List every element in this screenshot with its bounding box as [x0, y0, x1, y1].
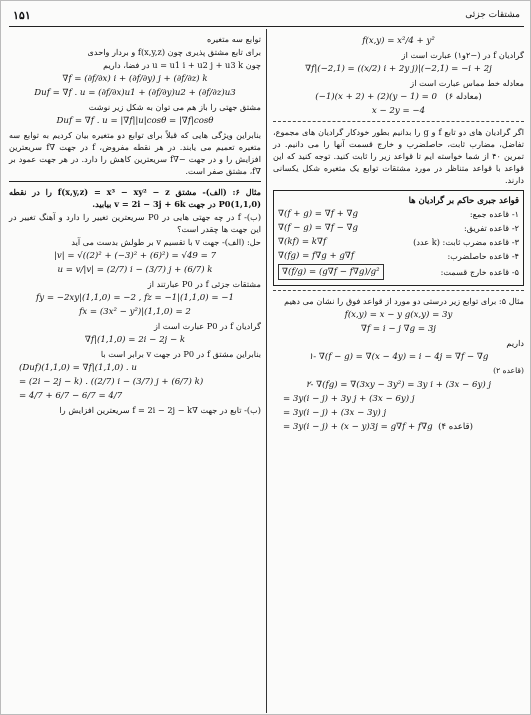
paragraph: معادله خط مماس عبارت است از — [410, 78, 524, 88]
paragraph: گرادیان f در (−۲و۱) عبارت است از — [401, 50, 524, 60]
paragraph: مشتق جهتی را باز هم می توان به شکل زیر نوشت — [88, 102, 261, 112]
paragraph: بنابراین مشتق f در P0 در جهت v برابر است با — [100, 349, 261, 359]
equation: x − 2y = −4 — [371, 106, 426, 116]
rule-row: ۲- قاعده تفریق: ∇(f − g) = ∇f − ∇g — [278, 223, 519, 233]
rule-row: ۱- قاعده جمع: ∇(f + g) = ∇f + ∇g — [278, 209, 519, 219]
paragraph: گرادیان f در P0 عبارت است از — [153, 321, 261, 331]
section-rule — [273, 290, 524, 291]
equation-gradient: ∇f = (∂f/∂x) i + (∂f/∂y) j + (∂f/∂z) k — [62, 74, 208, 84]
rule-tag: (قاعده ۲) — [493, 366, 524, 375]
equation-gradient-at-point: ∇f|(−2,1) = ((x/2) i + 2y j)|(−2,1) = −i + 2j — [305, 64, 492, 74]
gradient-rules-box — [273, 190, 524, 286]
equation: |v| = √((2)² + (−3)² + (6)²) = √49 = 7 — [53, 251, 217, 261]
heading-three-var: توابع سه متغیره — [207, 34, 261, 44]
paragraph: برای تابع مشتق پذیری چون f(x,y,z) و بردار واحدی — [87, 47, 261, 57]
equation: u = v/|v| = (2/7) i − (3/7) j + (6/7) k — [57, 265, 213, 275]
equation: fy = −2xy|(1,1,0) = −2 , fz = −1|(1,1,0) = −1 — [36, 293, 234, 303]
paragraph: (ب)- تابع در جهت ∇f = 2i − 2j − k سریعترین افزایش را — [59, 405, 261, 415]
header-rule — [9, 26, 524, 27]
paragraph: مشتقات جزئی f در P0 عبارتند از — [147, 279, 261, 289]
column-divider — [266, 29, 267, 713]
rule-row: ۴- قاعده حاصلضرب: ∇(fg) = f∇g + g∇f — [278, 251, 519, 261]
equation: (Duf)(1,1,0) = ∇f|(1,1,0) . u — [19, 363, 137, 373]
equation: ۱- ∇(f − g) = ∇(x − 4y) = i − 4j = ∇f − ∇g — [308, 352, 489, 362]
equation: = 4/7 + 6/7 − 6/7 = 4/7 — [19, 391, 123, 401]
section-rule — [9, 181, 261, 182]
equation-directional-cos: Duf = ∇f . u = |∇f||u|cosθ = |∇f|cosθ — [56, 116, 214, 126]
equation-directional: Duf = ∇f . u = (∂f/∂x)u1 + (∂f/∂y)u2 + (∂f/∂z)u3 — [34, 88, 236, 98]
page-number: ۱۵۱ — [13, 9, 31, 22]
equation: fx = (3x² − y²)|(1,1,0) = 2 — [79, 307, 191, 317]
page-header — [1, 1, 531, 27]
equation: = 3y(i − j) + (3x − 3y) j — [283, 408, 387, 418]
paragraph: بنابراین ویژگی هایی که قبلاً برای توابع دو متغیره بیان کردیم به توابع سه متغیره تعمیم می یابند. در هر نقطه مفروض، f در جهت ∇f سریعترین افزایش را و در جهت −∇f سریعترین کاهش را دارد. در هر جهت عمود بر ∇f، مشتق صفر است. — [9, 130, 262, 176]
rule-row: ۵- قاعده خارج قسمت: ∇(f/g) = (g∇f − f∇g)/g² — [278, 264, 519, 280]
equation: = (2i − 2j − k) . ((2/7) i − (3/7) j + (6/7) k) — [19, 377, 204, 387]
section-rule — [273, 121, 524, 122]
paragraph: اگر گرادیان های دو تابع f و g را بدانیم بطور خودکار گرادیان های مجموع، تفاضل، مضارب ثابت، حاصلضرب و خارج قسمت آنها را می دانیم. در تمرین ۴۰ از شما خواسته ایم تا قواعد زیر را ثابت کنید. توجه کنید که این قواعد با قواعد متناظر در مورد مشتقات توابع یک متغیره شکل یکسانی دارند. — [273, 127, 524, 185]
paragraph: (ب)- f در چه جهتی هایی در P0 سریعترین تغییر را دارد و آهنگ تغییر در این جهت ها چقدر است؟ — [9, 212, 262, 234]
equation: f(x,y) = x − y g(x,y) = 3y — [344, 310, 453, 320]
equation: ۲- ∇(fg) = ∇(3xy − 3y²) = 3y i + (3x − 6y) j — [305, 380, 492, 390]
right-column — [273, 33, 524, 435]
left-column — [9, 33, 261, 417]
equation: ∇f = i − j ∇g = 3j — [361, 324, 436, 334]
equation: = 3y(i − j) + (x − y)3j = g∇f + f∇g (قاعده ۴) — [283, 422, 474, 432]
equation: ∇f|(1,1,0) = 2i − 2j − k — [84, 335, 186, 345]
example-6-title: مثال ۶: (الف)- مشتق f(x,y,z) = x³ − xy² − z را در نقطه P0(1,1,0) در جهت v = 2i − 3j + 6k بیابید. — [9, 187, 262, 209]
paragraph: چون u = u1 i + u2 j + u3 k در فضا، داریم — [103, 60, 261, 70]
equation-function: f(x,y) = x²/4 + y² — [362, 36, 435, 46]
running-title: مشتقات جزئی — [465, 10, 520, 20]
box-title: قواعد جبری حاکم بر گرادیان ها — [408, 195, 519, 205]
equation-tangent-line: (−1)(x + 2) + (2)(y − 1) = 0 (معادله ۶) — [315, 92, 482, 102]
equation: = 3y(i − j) + 3y j + (3x − 6y) j — [283, 394, 415, 404]
rule-row: ۳- قاعده مضرب ثابت: (k عدد) ∇(kf) = k∇f — [278, 237, 519, 247]
paragraph: داریم — [506, 338, 524, 348]
solution-text: حل: (الف)- جهت v با تقسیم v بر طولش بدست می آید — [71, 237, 261, 247]
example-5-title: مثال ۵: برای توابع زیر درستی دو مورد از قواعد فوق را نشان می دهیم — [284, 296, 524, 306]
